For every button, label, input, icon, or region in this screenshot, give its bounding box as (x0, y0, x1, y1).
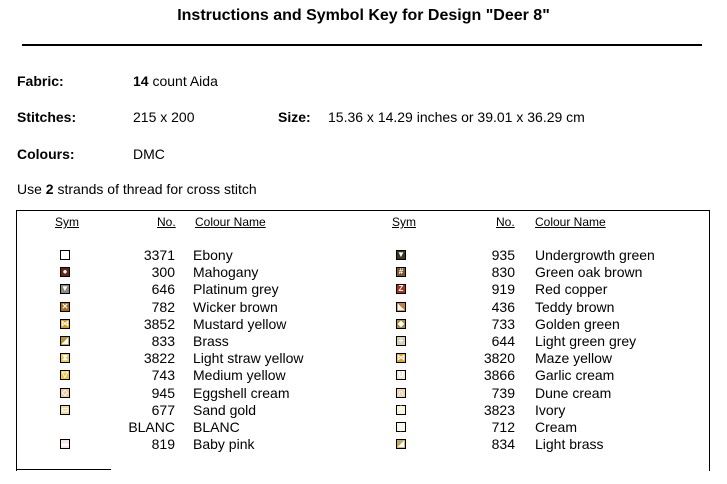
header-name-right: Colour Name (535, 215, 606, 229)
dmc-number: 733 (491, 315, 515, 332)
colour-name: Ivory (535, 401, 566, 418)
colour-name: Mahogany (193, 264, 259, 281)
dmc-number: 436 (491, 298, 515, 315)
dmc-number: 830 (491, 264, 515, 281)
table-row (0, 281, 727, 298)
heart-icon: ▼ (397, 250, 405, 259)
dmc-number: 3822 (143, 350, 175, 367)
table-row (0, 385, 727, 402)
colour-name: Mustard yellow (193, 315, 287, 332)
dmc-number: 743 (151, 367, 175, 384)
header-sym-right: Sym (392, 215, 416, 229)
colour-name: Undergrowth green (535, 247, 655, 263)
dmc-number: 3852 (143, 315, 175, 332)
table-row (0, 436, 727, 453)
dmc-number: 300 (151, 264, 175, 281)
triangle-outline-icon: ▽ (61, 370, 69, 380)
bowtie-icon: ⋈ (397, 353, 405, 363)
table-row (0, 350, 727, 367)
table-row (0, 333, 727, 350)
bar-icon: ▬ (61, 439, 69, 449)
colour-name: Red copper (535, 281, 608, 298)
colour-name: Brass (193, 333, 229, 349)
size-label: Size: (278, 109, 311, 125)
dmc-number: 834 (491, 436, 515, 453)
dmc-number: 819 (151, 436, 175, 453)
plus-icon: + (396, 336, 406, 346)
table-row (0, 316, 727, 333)
dmc-number: 644 (491, 333, 515, 349)
dmc-number: BLANC (128, 419, 175, 435)
colour-name: Ebony (193, 247, 233, 263)
header-no-left: No. (157, 215, 176, 229)
dmc-number: 782 (151, 298, 175, 315)
u-icon: U (396, 370, 406, 380)
hash-icon: # (396, 267, 406, 277)
colour-name: Sand gold (193, 401, 257, 418)
colour-name: Maze yellow (535, 350, 613, 367)
dmc-number: 739 (491, 384, 515, 401)
header-sym-left: Sym (55, 215, 79, 229)
size-value: 15.36 x 14.29 inches or 39.01 x 36.29 cm (328, 109, 585, 125)
rectangle-icon: ▭ (61, 404, 69, 414)
colour-name: Teddy brown (535, 298, 615, 315)
colour-name: Light brass (535, 436, 604, 453)
colour-name: Dune cream (535, 384, 612, 401)
colour-name: Green oak brown (535, 264, 643, 281)
colours-value: DMC (133, 146, 165, 162)
triangle-down-icon: ▼ (61, 284, 69, 294)
table-bottom-rule (16, 469, 111, 470)
z-icon: Z (396, 284, 406, 294)
fabric-value: 14 count Aida (133, 73, 218, 89)
dmc-number: 945 (151, 384, 175, 401)
colour-name: Eggshell cream (193, 384, 290, 401)
colour-name: Cream (535, 419, 578, 435)
header-no-right: No. (496, 215, 515, 229)
corner-icon: ┐ (396, 422, 406, 432)
dmc-number: 712 (491, 419, 515, 435)
hourglass-icon: ⧗ (60, 353, 70, 363)
table-row (0, 299, 727, 316)
colour-name: Medium yellow (193, 367, 286, 384)
colour-name: Light green grey (535, 333, 637, 349)
colour-name: Light straw yellow (193, 350, 304, 367)
bowtie-icon: ⋈ (61, 318, 69, 328)
stitches-label: Stitches: (17, 109, 77, 125)
circle-icon: ● (60, 267, 70, 277)
cross-icon: ✕ (61, 301, 69, 311)
triangle-corner-icon: ◢ (61, 336, 69, 345)
table-row (0, 264, 727, 281)
table-row (0, 367, 727, 384)
strands-instruction: Use 2 strands of thread for cross stitch (17, 181, 257, 197)
colour-name: Baby pink (193, 436, 255, 453)
colour-name: BLANC (193, 419, 240, 435)
table-row (0, 402, 727, 419)
dmc-number: 646 (151, 281, 175, 298)
colour-name: Platinum grey (193, 281, 279, 298)
dmc-number: 833 (151, 333, 175, 349)
colour-name: Golden green (535, 315, 620, 332)
triangle-corner-icon: ◣ (397, 301, 405, 311)
triangle-corner-icon: ◢ (397, 439, 405, 449)
dmc-number: 3820 (483, 350, 515, 367)
corner-icon: ┘ (396, 405, 406, 415)
page-title: Instructions and Symbol Key for Design "Deer 8" (177, 7, 550, 24)
header-name-left: Colour Name (195, 215, 266, 229)
arch-icon: ∩ (396, 388, 406, 398)
colours-label: Colours: (17, 146, 75, 162)
dmc-number: 935 (491, 247, 515, 263)
table-row (0, 247, 727, 264)
table-row (0, 419, 727, 436)
stitches-value: 215 x 200 (133, 109, 195, 125)
dmc-number: 3371 (143, 247, 175, 263)
fabric-label: Fabric: (17, 73, 64, 89)
diamond-icon: ◇ (61, 387, 69, 397)
dmc-number: 3866 (483, 367, 515, 384)
dmc-number: 677 (151, 401, 175, 418)
diamond-icon: ◆ (397, 318, 405, 328)
colour-name: Wicker brown (193, 298, 278, 315)
dmc-number: 919 (491, 281, 515, 298)
dmc-number: 3823 (483, 401, 515, 418)
colour-name: Garlic cream (535, 367, 615, 384)
title-rule (22, 44, 702, 46)
